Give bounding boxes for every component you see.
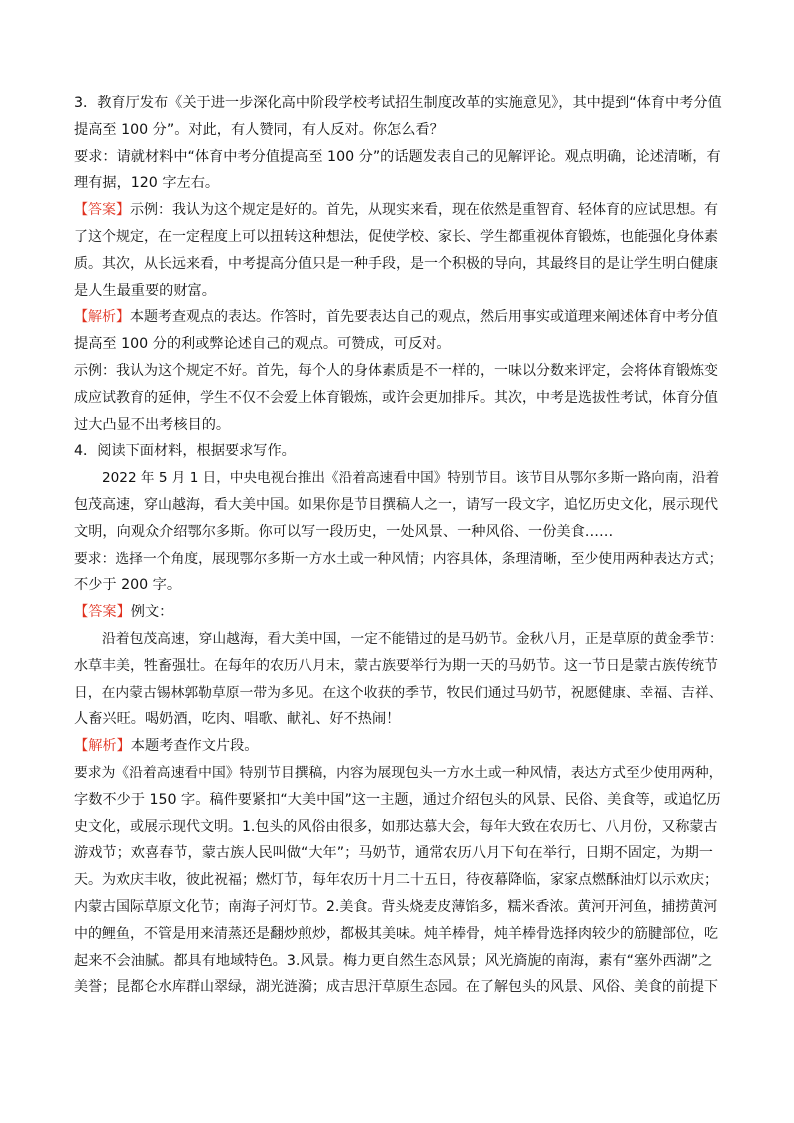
analysis-text: 本题考查作文片段。	[130, 738, 259, 755]
analysis-text: 提高至 100 分的利或弊论述自己的观点。可赞成，可反对。	[74, 336, 451, 353]
document-page	[74, 90, 724, 1001]
answer-tag: 【答案】	[74, 202, 130, 219]
essay-text: 日，在内蒙古锡林郭勒草原一带为多见。在这个收获的季节，牧民们通过马奶节，祝愿健康、幸福、吉祥、	[74, 684, 723, 701]
answer-text: 示例：我认为这个规定是好的。首先，从现实来看，现在依然是重智育、轻体育的应试思想。有	[130, 202, 718, 219]
essay-text: 水草丰美，牲畜强壮。在每年的农历八月末，蒙古族要举行为期一天的马奶节。这一节日是蒙古族传统节	[74, 657, 718, 674]
analysis-text: 史文化，或展示现代文明。1.包头的风俗由很多，如那达慕大会，每年大致在农历七、八月份，又称蒙古	[74, 818, 718, 835]
essay-text: 沿着包茂高速，穿山越海，看大美中国，一定不能错过的是马奶节。金秋八月，正是草原的黄金季节：	[102, 630, 723, 647]
answer-tag: 【答案】	[74, 604, 131, 621]
q3-answer	[74, 197, 724, 224]
analysis-tag: 【解析】	[74, 738, 131, 755]
answer-text: 了这个规定，在一定程度上可以扭转这种想法，促使学校、家长、学生都重视体育锻炼，也能强化身体素	[74, 228, 718, 245]
q4-answer	[74, 599, 724, 626]
q3-line: 提高至 100 分”。对此，有人赞同，有人反对。你怎么看？	[74, 121, 444, 138]
q4-analysis	[74, 733, 724, 760]
analysis-text: 中的鲤鱼，不管是用来清蒸还是翻炒煎炒，都极其美味。炖羊棒骨，炖羊棒骨选择肉较少的筋腱部位，吃	[74, 925, 718, 942]
analysis-text: 起来不会油腻。都具有地域特色。3.风景。梅力更自然生态风景；风光旖旎的南海，素有“塞外西湖”之	[74, 952, 713, 969]
answer-text: 是人生最重要的财富。	[74, 282, 216, 299]
analysis-text: 过大凸显不出考核目的。	[74, 416, 231, 433]
answer-text: 例文：	[130, 604, 174, 621]
q4-material: 2022 年 5 月 1 日，中央电视台推出《沿着高速看中国》特别节目。该节目从鄂尔多斯一路向南，沿着	[102, 470, 720, 487]
q3-requirement: 理有据，120 字左右。	[74, 175, 220, 192]
answer-text: 质。其次，从长远来看，中考提高分值只是一种手段，是一个积极的导向，其最终目的是让学生明白健康	[74, 255, 718, 272]
q3-analysis	[74, 304, 724, 331]
analysis-text: 要求为《沿着高速看中国》特别节目撰稿，内容为展现包头一方水土或一种风情，表达方式至少使用两种，	[74, 764, 723, 781]
analysis-text: 示例：我认为这个规定不好。首先，每个人的身体素质是不一样的，一味以分数来评定，会将体育锻炼变	[74, 362, 718, 379]
q4-requirement: 不少于 200 字。	[74, 577, 182, 594]
analysis-text: 游戏节；欢喜春节，蒙古族人民叫做“大年”；马奶节，通常农历八月下旬在举行，日期不固定，为期一	[74, 845, 713, 862]
analysis-text: 天。为欢庆丰收，彼此祝福；燃灯节，每年农历十月二十五日，待夜幕降临，家家点燃酥油灯以示欢庆；	[74, 872, 718, 889]
q3-line: 3．教育厅发布《关于进一步深化高中阶段学校考试招生制度改革的实施意见》，其中提到“体育中考分值	[74, 95, 722, 111]
analysis-text: 内蒙古国际草原文化节；南海子河灯节。2.美食。背头烧麦皮薄馅多，糯米香浓。黄河开河鱼，捕捞黄河	[74, 898, 718, 915]
analysis-text: 字数不少于 150 字。稿件要紧扣“大美中国”这一主题，通过介绍包头的风景、民俗、美食等，或追忆历	[74, 791, 721, 808]
q4-title: 4．阅读下面材料，根据要求写作。	[74, 443, 296, 460]
analysis-text: 本题考查观点的表达。作答时，首先要表达自己的观点，然后用事实或道理来阐述体育中考分值	[130, 309, 718, 326]
q4-requirement: 要求：选择一个角度，展现鄂尔多斯一方水土或一种风情；内容具体，条理清晰，至少使用两种表达方式；	[74, 550, 723, 567]
analysis-text: 成应试教育的延伸，学生不仅不会爱上体育锻炼，或许会更加排斥。其次，中考是选拔性考试，体育分值	[74, 389, 718, 406]
analysis-text: 美誉；昆都仑水库群山翠绿，湖光涟漪；成吉思汗草原生态园。在了解包头的风景、风俗、美食的前提下	[74, 979, 718, 996]
analysis-tag: 【解析】	[74, 309, 130, 326]
q4-material: 包茂高速，穿山越海，看大美中国。如果你是节目撰稿人之一，请写一段文字，追忆历史文化，展示现代	[74, 496, 718, 513]
q3-requirement: 要求：请就材料中“体育中考分值提高至 100 分”的话题发表自己的见解评论。观点明确，论述清晰，有	[74, 148, 721, 165]
q4-material: 文明，向观众介绍鄂尔多斯。你可以写一段历史，一处风景、一种风俗、一份美食……	[74, 523, 614, 540]
essay-text: 人畜兴旺。喝奶酒，吃肉、唱歌、献礼、好不热闹！	[74, 711, 401, 728]
